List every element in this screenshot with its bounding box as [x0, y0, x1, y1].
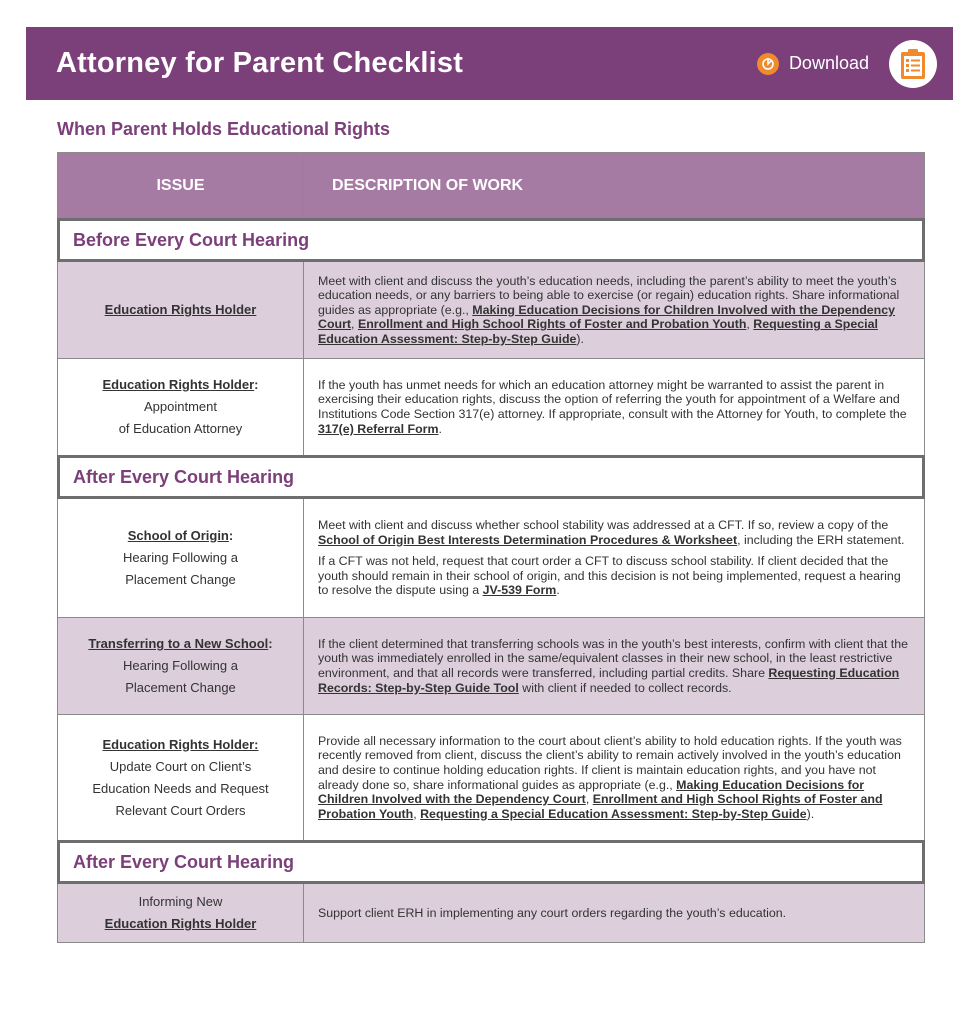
issue-cell	[58, 715, 304, 840]
description-segment: ,	[413, 806, 421, 821]
issue-cell	[58, 262, 304, 358]
table-row	[58, 714, 924, 840]
issue-suffix: :	[268, 636, 273, 651]
issue-suffix: :	[254, 377, 259, 392]
description-segment: Support client ERH in implementing any court orders regarding the youth’s education.	[318, 905, 787, 920]
table-row	[58, 617, 924, 714]
issue-detail: Appointment	[144, 399, 217, 414]
section-heading: After Every Court Hearing	[57, 455, 925, 499]
description-segment: Meet with client and discuss the youth’s education needs, including the parent’s ability to meet the youth’s education needs, or any barriers to being able to exercise (or regain) education rights. Share informational guides as appropriate (e.g.,	[318, 273, 900, 317]
description-segment: .	[438, 421, 442, 436]
resource-link[interactable]: JV-539 Form	[482, 583, 557, 598]
checklist-table	[57, 152, 925, 943]
banner-actions	[757, 40, 937, 88]
header-description: DESCRIPTION OF WORK	[332, 176, 524, 194]
description-cell	[304, 499, 924, 617]
issue-cell	[58, 884, 304, 942]
table-row	[58, 499, 924, 617]
resource-link[interactable]: Requesting a Special Education Assessment: Step-by-Step Guide	[318, 317, 878, 346]
description-text	[318, 554, 910, 598]
description-cell	[304, 359, 924, 455]
issue-title	[128, 525, 233, 547]
description-segment: If a CFT was not held, request that court order a CFT to discuss school stability. If client decided that the youth should remain in their school of origin, and this decision is not being implemented, request a hearing to resolve the dispute using a	[318, 554, 901, 598]
issue-link[interactable]: Education Rights Holder	[102, 377, 255, 392]
issue-prefix: Informing New	[138, 894, 223, 909]
issue-cell	[58, 499, 304, 617]
resource-link[interactable]: Enrollment and High School Rights of Foster and Probation Youth	[318, 792, 883, 821]
issue-detail: Hearing Following a	[123, 550, 238, 565]
table-header	[58, 152, 924, 218]
issue-cell	[58, 618, 304, 714]
section-heading: Before Every Court Hearing	[57, 218, 925, 262]
resource-link[interactable]: Enrollment and High School Rights of Foster and Probation Youth	[357, 317, 747, 332]
description-segment: Meet with client and discuss whether school stability was addressed at a CFT. If so, review a copy of the	[318, 518, 889, 533]
resource-link[interactable]: Requesting Education Records: Step-by-Step Guide Tool	[318, 666, 900, 695]
issue-detail: Relevant Court Orders	[115, 802, 246, 818]
page-banner	[26, 27, 953, 100]
clipboard-checklist-icon[interactable]	[889, 40, 937, 88]
issue-detail: Placement Change	[125, 680, 236, 695]
description-cell	[304, 884, 924, 942]
issue-link[interactable]: Education Rights Holder	[104, 302, 257, 317]
issue-cell	[58, 359, 304, 455]
description-text	[318, 378, 910, 436]
description-text	[318, 274, 910, 347]
resource-link[interactable]: Making Education Decisions for Children Involved with the Dependency Court	[318, 302, 896, 332]
download-button[interactable]	[757, 53, 869, 75]
section-heading: After Every Court Hearing	[57, 840, 925, 884]
resource-link[interactable]: Making Education Decisions for Children Involved with the Dependency Court	[318, 777, 865, 807]
issue-title	[105, 913, 257, 935]
issue-detail: Placement Change	[125, 572, 236, 587]
issue-title	[103, 734, 259, 756]
description-segment: ,	[746, 317, 754, 332]
issue-detail: Education Needs and Request	[92, 780, 269, 796]
table-row	[58, 262, 924, 358]
issue-title	[105, 299, 257, 321]
description-segment: If the youth has unmet needs for which an education attorney might be warranted to assist the parent in exercising their education rights, discuss the option of referring the youth for appointment of a Welfare and Institutions Code Section 317(e) attorney. If appropriate, consult with the Attorney for Youth, to complete the	[318, 377, 907, 421]
issue-detail: Hearing Following a	[123, 658, 238, 673]
issue-detail: Update Court on Client’s	[109, 758, 252, 774]
description-segment: .	[556, 583, 560, 598]
description-segment: ).	[806, 806, 815, 821]
issue-link[interactable]: Education Rights Holder:	[102, 736, 259, 752]
description-text	[318, 734, 910, 822]
table-row	[58, 884, 924, 942]
download-label: Download	[788, 53, 869, 73]
resource-link[interactable]: Requesting a Special Education Assessment: Step-by-Step Guide	[420, 806, 807, 821]
table-row	[58, 358, 924, 455]
description-cell	[304, 715, 924, 840]
description-segment: Provide all necessary information to the court about client’s ability to hold education rights. If the youth was recently removed from client, discuss the client’s ability to remain actively involved in the youth’s education and desire to continue holding education rights. If client is maintain education rights, and you have not already done so, share informational guides as appropriate (e.g.,	[318, 733, 902, 792]
description-segment: ,	[351, 317, 358, 332]
description-segment: ,	[585, 792, 593, 807]
description-cell	[304, 618, 924, 714]
issue-detail: of Education Attorney	[118, 421, 243, 436]
resource-link[interactable]: School of Origin Best Interests Determination Procedures & Worksheet	[318, 532, 738, 547]
issue-link[interactable]: Education Rights Holder	[104, 916, 257, 931]
section-subtitle: When Parent Holds Educational Rights	[57, 119, 391, 139]
issue-title	[102, 374, 258, 396]
description-text	[318, 906, 910, 921]
description-text	[318, 518, 910, 547]
issue-suffix: :	[228, 528, 234, 543]
header-issue: ISSUE	[58, 153, 304, 218]
download-circle-icon	[757, 53, 779, 75]
description-segment: , including the ERH statement.	[737, 532, 905, 547]
description-segment: ).	[576, 331, 584, 346]
issue-link[interactable]: Transferring to a New School	[88, 636, 269, 651]
resource-link[interactable]: 317(e) Referral Form	[318, 421, 439, 436]
description-text	[318, 637, 910, 695]
issue-link[interactable]: School of Origin	[127, 528, 229, 543]
page-title: Attorney for Parent Checklist	[56, 47, 464, 79]
description-segment: with client if needed to collect records.	[518, 680, 732, 695]
issue-title	[88, 633, 272, 655]
description-cell	[304, 262, 924, 358]
description-segment: If the client determined that transferring schools was in the youth’s best interests, confirm with client that the youth was immediately enrolled in the same/equivalent classes in their new school, in the least restrictive environment, and that all records were transferred, including partial credits. Share	[318, 636, 908, 680]
